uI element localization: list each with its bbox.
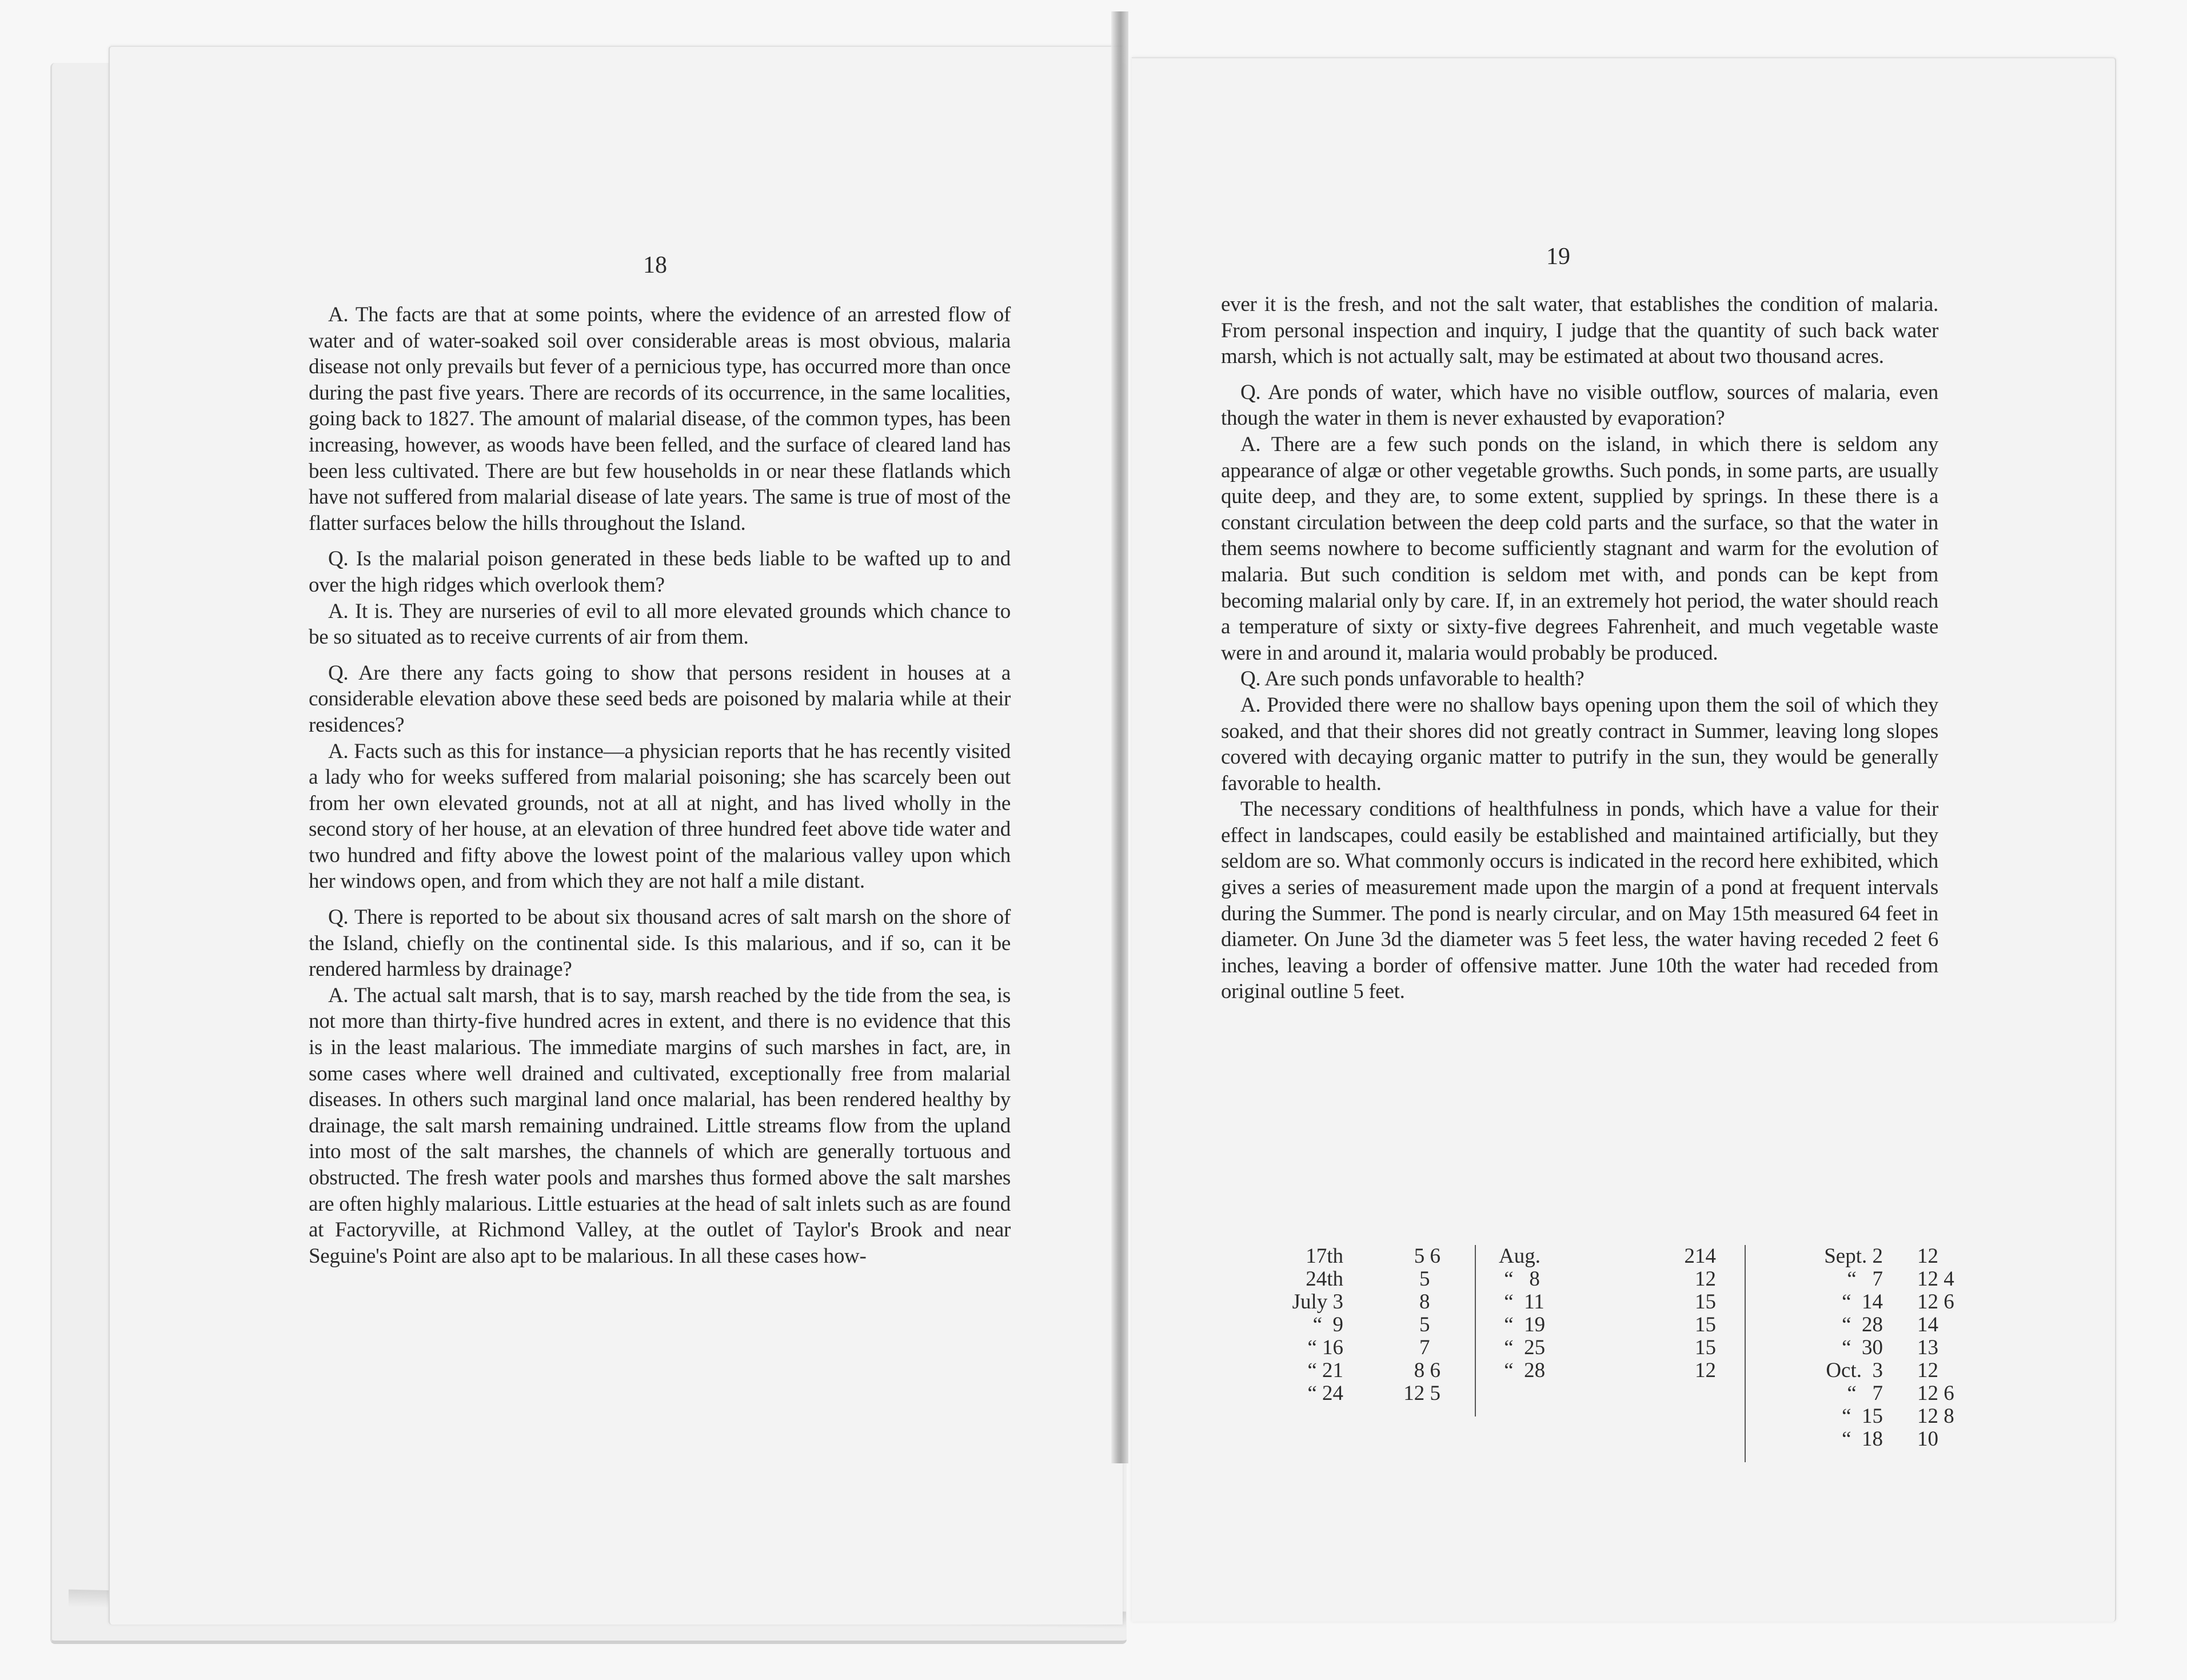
right-page-body <box>1221 292 1938 1005</box>
measurement-value: 12 <box>1917 1244 1938 1268</box>
measurement-date: July 3 <box>1292 1290 1343 1314</box>
paragraph-continuation: ever it is the fresh, and not the salt water, that establishes the condition of malaria. From personal inspection and inquiry, I judge that the quantity of such back water marsh, which is not actually salt, may be estimated at about two thousand acres. <box>1221 293 1938 369</box>
measurement-column-sept-oct <box>1745 1245 1997 1462</box>
measurement-date: “ 18 <box>1842 1427 1883 1451</box>
measurement-date: “ 8 <box>1499 1267 1540 1291</box>
paragraph-answer: A. The actual salt marsh, that is to say, marsh reached by the tide from the sea, is not more than thirty-five hundred acres in extent, and there is no evidence that this is in the least malarious. The immediate margins of such marshes in fact, are, in some cases where well drained and cultivated, exceptionally free from malarial diseases. In others such marginal land once malarial, has been rendered healthy by drainage, the salt marsh remaining undrained. Little streams flow from the upland into most of the salt marshes, the channels of which are generally tortuous and obstructed. The fresh water pools and marshes thus formed above the salt marshes are often highly malarious. Little estuaries at the head of salt inlets such as are found at Factoryville, at Richmond Valley, at the outlet of Taylor's Brook and near Seguine's Point are also apt to be malarious. In all these cases how- <box>309 983 1011 1268</box>
book-gutter <box>1111 11 1128 1463</box>
pond-measurement-table <box>1235 1245 1997 1462</box>
measurement-date: 24th <box>1306 1267 1343 1291</box>
paragraph-answer: A. It is. They are nurseries of evil to all more elevated grounds which chance to be so situated as to receive currents of air from them. <box>309 599 1011 649</box>
measurement-value: 15 <box>1695 1313 1716 1336</box>
measurement-value: 12 6 <box>1917 1290 1954 1314</box>
measurement-value: 14 <box>1917 1313 1938 1336</box>
measurement-date: Aug. <box>1499 1244 1541 1268</box>
measurement-column-august <box>1475 1245 1745 1416</box>
measurement-date: “ 14 <box>1842 1290 1883 1314</box>
measurement-value: 8 6 <box>1414 1359 1440 1382</box>
page-number-left: 18 <box>643 252 667 278</box>
measurement-date: “ 15 <box>1842 1404 1883 1428</box>
measurement-date: “ 9 <box>1312 1313 1343 1336</box>
measurement-value: 12 6 <box>1917 1382 1954 1405</box>
measurement-value: 5 <box>1419 1313 1440 1336</box>
measurement-value: 12 <box>1695 1267 1716 1291</box>
measurement-value: 12 <box>1917 1359 1938 1382</box>
measurement-date: “ 11 <box>1499 1290 1545 1314</box>
page-number-right: 19 <box>1546 244 1570 270</box>
paragraph-answer: A. Facts such as this for instance—a physician reports that he has recently visited a lady who for weeks suffered from malarial poisoning; she has scarcely been out from her own elevated grounds, not at all at night, and has lived wholly in the second story of her house, at an elevation of three hundred feet above tide water and two hundred and fifty above the lowest point of the malarious valley upon which her windows open, and from which they are not half a mile distant. <box>309 739 1011 893</box>
paragraph: A. The facts are that at some points, where the evidence of an arrested flow of water and of water-soaked soil over considerable areas is most obvious, malaria disease not only prevails but fever of a pernicious type, has occurred more than once during the past five years. There are records of its occurrence, in the same localities, going back to 1827. The amount of malarial disease, of the common types, has been increasing, however, as woods have been felled, and the surface of cleared land has been less cultivated. There are but few households in or near these flatlands which have not suffered from malarial disease of late years. The same is true of most of the flatter surfaces below the hills throughout the Island. <box>309 303 1011 535</box>
paragraph-question: Q. There is reported to be about six thousand acres of salt marsh on the shore of the Island, chiefly on the continental side. Is this malarious, and if so, can it be rendered harmless by drainage? <box>309 905 1011 981</box>
measurement-date: 17th <box>1306 1244 1343 1268</box>
measurement-date: “ 28 <box>1842 1313 1883 1336</box>
paragraph-question: Q. Are there any facts going to show that persons resident in houses at a considerable elevation above these seed beds are poisoned by malaria while at their residences? <box>309 661 1011 737</box>
measurement-date: “ 28 <box>1499 1359 1546 1382</box>
measurement-value: 214 <box>1684 1244 1716 1268</box>
measurement-date: “ 7 <box>1847 1267 1883 1291</box>
measurement-value: 15 <box>1695 1336 1716 1359</box>
measurement-date: “ 25 <box>1499 1336 1546 1359</box>
paragraph-answer: A. There are a few such ponds on the island, in which there is seldom any appearance of algæ or other vegetable growths. Such ponds, in some parts, are usually quite deep, and they are, to some extent, supplied by springs. In these there is a constant circulation between the deep cold parts and the surface, so that the water in them seems nowhere to become sufficiently stagnant and warm for the evolution of malaria. But such condition is seldom met with, and ponds can be kept from becoming malarial only by care. If, in an extremely hot period, the water should reach a temperature of sixty or sixty-five degrees Fahrenheit, and much vegetable waste were in and around it, malaria would probably be produced. <box>1221 432 1938 665</box>
measurement-column-june-july <box>1235 1245 1475 1462</box>
measurement-date: “ 16 <box>1307 1336 1343 1359</box>
measurement-value: 12 4 <box>1917 1267 1954 1291</box>
measurement-date: “ 24 <box>1307 1382 1343 1405</box>
measurement-value: 13 <box>1917 1336 1938 1359</box>
measurement-value: 7 <box>1419 1336 1440 1359</box>
measurement-value: 5 <box>1419 1267 1440 1291</box>
measurement-value: 12 8 <box>1917 1404 1954 1428</box>
measurement-date: “ 19 <box>1499 1313 1546 1336</box>
paragraph-question: Q. Are such ponds unfavorable to health? <box>1240 667 1585 691</box>
measurement-value: 10 <box>1917 1427 1938 1451</box>
measurement-value: 12 <box>1695 1359 1716 1382</box>
measurement-value: 5 6 <box>1414 1244 1440 1268</box>
measurement-date: “ 7 <box>1847 1382 1883 1405</box>
measurement-value: 15 <box>1695 1290 1716 1314</box>
left-page-body <box>309 302 1011 1269</box>
paragraph-question: Q. Are ponds of water, which have no visible outflow, sources of malaria, even though the water in them is never exhausted by evaporation? <box>1221 380 1938 430</box>
measurement-date: “ 30 <box>1842 1336 1883 1359</box>
paragraph-answer: A. Provided there were no shallow bays opening upon them the soil of which they soaked, and that their shores did not greatly contract in Summer, leaving long slopes covered with decaying organic matter to putrify in the sun, they would be generally favorable to health. <box>1221 693 1938 795</box>
measurement-value: 12 5 <box>1403 1382 1440 1405</box>
measurement-date: Oct. 3 <box>1826 1359 1883 1382</box>
paragraph-question: Q. Is the malarial poison generated in these beds liable to be wafted up to and over the high ridges which overlook them? <box>309 547 1011 597</box>
measurement-value: 8 <box>1419 1290 1440 1314</box>
measurement-date: Sept. 2 <box>1824 1244 1883 1268</box>
paragraph: The necessary conditions of healthfulness in ponds, which have a value for their effect in landscapes, could easily be established and maintained artificially, but they seldom are so. What commonly occurs is indicated in the record here exhibited, which gives a series of measurement made upon the margin of a pond at frequent intervals during the Summer. The pond is nearly circular, and on May 15th measured 64 feet in diameter. On June 3d the diameter was 5 feet less, the water having receded 2 feet 6 inches, leaving a border of offensive matter. June 10th the water had receded from original outline 5 feet. <box>1221 797 1938 1004</box>
measurement-date: “ 21 <box>1307 1359 1343 1382</box>
